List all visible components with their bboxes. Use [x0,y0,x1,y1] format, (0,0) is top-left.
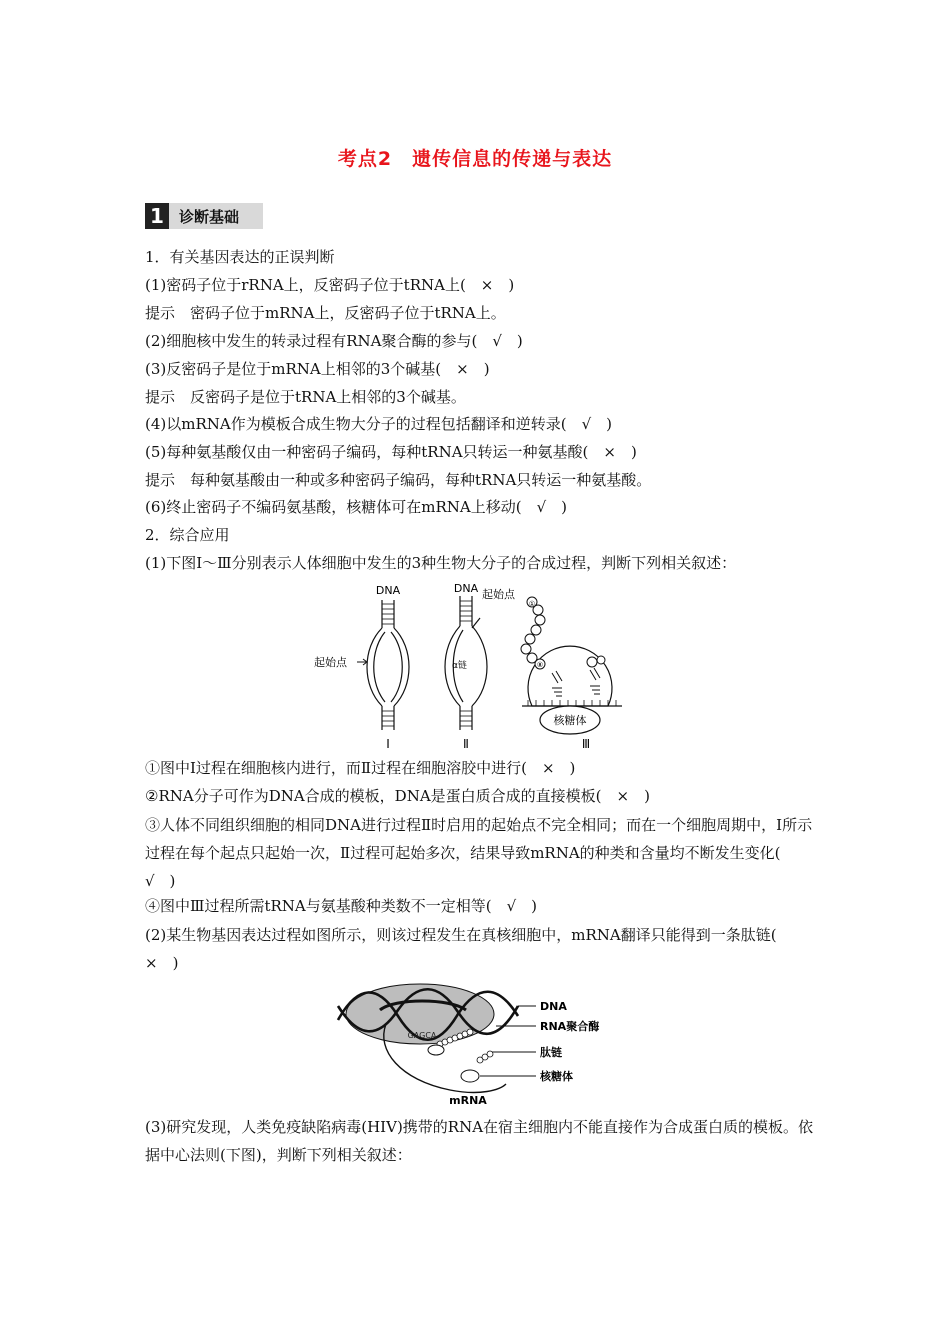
q1-item: (4)以mRNA作为模板合成生物大分子的过程包括翻译和逆转录( √ ) [145,415,612,433]
figure-gene-expression [330,980,630,1110]
peptide-label: 肽链 [540,1046,562,1059]
roman-numeral-3: Ⅲ [581,737,591,751]
statement-4: ④图中Ⅲ过程所需tRNA与氨基酸种类数不一定相等( √ ) [145,897,538,915]
q1-item: 提示 每种氨基酸由一种或多种密码子编码，每种tRNA只转运一种氨基酸。 [145,471,652,489]
section-number: 1 [145,203,169,229]
statement-1: ①图中Ⅰ过程在细胞核内进行，而Ⅱ过程在细胞溶胶中进行( × ) [145,759,576,777]
q1-item: (5)每种氨基酸仅由一种密码子编码，每种tRNA只转运一种氨基酸( × ) [145,443,637,461]
q1-item: 提示 密码子位于mRNA上，反密码子位于tRNA上。 [145,304,506,322]
fig1-dna-label: DNA [375,584,401,597]
section-label: 诊断基础 [179,207,240,226]
mrna-label: mRNA [449,1094,487,1107]
rna-polymerase-label: RNA聚合酶 [540,1020,600,1033]
dna-label: DNA [540,1000,567,1013]
q1-item: (2)细胞核中发生的转录过程有RNA聚合酶的参与( √ ) [145,332,523,350]
q1-heading: 1．有关基因表达的正误判断 [145,248,335,266]
circle-label-1: ① [528,600,536,608]
q1-item: (3)反密码子是位于mRNA上相邻的3个碱基( × ) [145,360,490,378]
statement-2: ②RNA分子可作为DNA合成的模板，DNA是蛋白质合成的直接模板( × ) [145,787,650,805]
roman-numeral-1: Ⅰ [386,737,390,751]
fig1-dna-label: DNA [453,582,479,595]
alpha-chain-label: α链 [452,661,467,671]
question-2-3: (3)研究发现，人类免疫缺陷病毒(HIV)携带的RNA在宿主细胞内不能直接作为合成蛋白质的模板。依据中心法则(下图)，判断下列相关叙述： [145,1118,814,1164]
q1-item: (6)终止密码子不编码氨基酸，核糖体可在mRNA上移动( √ ) [145,498,567,516]
ribosome-label: 核糖体 [553,714,587,727]
origin-label-right: 起始点 [482,588,515,601]
circle-label-8: ⑧ [536,661,544,669]
question-2-2: (2)某生物基因表达过程如图所示，则该过程发生在真核细胞中，mRNA翻译只能得到一条肽链( × ) [145,926,792,972]
arrow-icon [357,659,367,665]
origin-label-left: 起始点 [314,656,347,669]
sequence-label: GAGCA [407,1031,437,1040]
q1-item: 提示 反密码子是位于tRNA上相邻的3个碱基。 [145,388,466,406]
page-title: 考点2 遗传信息的传递与表达 [337,148,613,170]
section-badge [145,203,263,229]
q2-heading: 2．综合应用 [145,526,230,544]
roman-numeral-2: Ⅱ [463,737,469,751]
figure-synthesis-processes [300,578,660,754]
ribosome-label: 核糖体 [540,1070,573,1083]
q1-item: (1)密码子位于rRNA上，反密码子位于tRNA上( × ) [145,276,515,294]
q2-intro: (1)下图Ⅰ～Ⅲ分别表示人体细胞中发生的3种生物大分子的合成过程，判断下列相关叙述： [145,554,737,572]
replication-bubble [367,600,409,730]
dna-rungs [382,604,394,726]
statement-3: ③人体不同组织细胞的相同DNA进行过程Ⅱ时启用的起始点不完全相同；而在一个细胞周期中，Ⅰ所示过程在每个起点只起始一次，Ⅱ过程可起始多次，结果导致mRNA的种类和含量均不断发生变化( √ ) [145,816,813,890]
